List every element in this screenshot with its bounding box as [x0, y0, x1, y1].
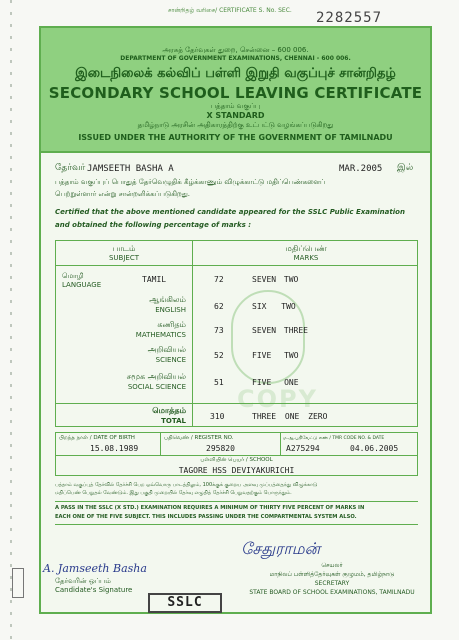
total-words: THREE ONE ZERO	[252, 412, 328, 421]
subject-row-4	[56, 345, 186, 365]
title-english: SECONDARY SCHOOL LEAVING CERTIFICATE	[48, 84, 423, 102]
standard-english: X STANDARD	[206, 111, 265, 120]
header-row-divider	[56, 265, 417, 266]
school-label: பள்ளியின் பெயர் / SCHOOL	[200, 457, 273, 463]
subject-row-3	[56, 320, 186, 340]
subject-english-5: SOCIAL SCIENCE	[127, 383, 186, 391]
register-label: பதிவெண் / REGISTER NO.	[164, 435, 234, 441]
tmr-date: 04.06.2005	[350, 444, 399, 453]
dept-english: DEPARTMENT OF GOVERNMENT EXAMINATIONS, CHENNAI - 600 006.	[120, 55, 351, 62]
tmr-code: A275294	[286, 444, 320, 453]
exam-date: MAR.2005	[339, 164, 383, 174]
dept-tamil: அரசுத் தேர்வுகள் துறை, சென்னை – 600 006.	[162, 46, 309, 54]
certificate-header	[41, 28, 430, 153]
marks-words-5: FIVE ONE	[252, 378, 299, 387]
marks-header-english: MARKS	[293, 254, 319, 262]
details-table	[55, 432, 418, 476]
certified-line1: Certified that the above mentioned candidate appeared for the SSLC Public Examination	[55, 208, 405, 216]
tmr-label: ம.ஆ.பதிவேட்டு எண் / TMR CODE NO. & DATE	[283, 436, 385, 441]
pass-note-line2: EACH ONE OF THE FIVE SUBJECT. THIS INCLUDES PASSING UNDER THE COMPARTMENTAL SYSTEM ALSO.	[55, 514, 357, 520]
details-mid-divider	[56, 455, 417, 456]
tamil-note-line1: பத்தாம் வகுப்புத் தேர்வில் தேர்ச்சி பெற ஒவ்வொரு பாடத்திலும், 100க்குக் குறைய அளவு முப்பத்தைந்து விழுக்காடு	[55, 482, 318, 488]
certified-line2: and obtained the following percentage of marks :	[55, 221, 252, 229]
marks-words-1: SEVEN TWO	[252, 275, 299, 284]
subject-row-2	[56, 295, 186, 315]
marks-1: 72	[214, 275, 224, 284]
candidate-label: தேர்வர்	[55, 163, 86, 173]
marks-header-tamil: மதிப்பெண்	[285, 244, 327, 253]
marks-column-divider	[192, 241, 193, 426]
pass-note-rule-bottom	[55, 524, 418, 525]
secretary-board-tamil: மாநிலப் பள்ளித்தேர்வுகள் குழுமம், தமிழ்நாடு	[269, 571, 395, 578]
standard-tamil: பத்தாம் வகுப்பு	[210, 102, 261, 110]
candidate-name: JAMSEETH BASHA A	[87, 164, 174, 174]
subject-tamil-2: ஆங்கிலம்	[149, 295, 186, 304]
secretary-signature: சேதுராமன்	[241, 539, 321, 558]
tamil-note-line2: மதிப்பெண் பெறுதல் வேண்டும். இது பகுதி முறையில் தேர்வு எழுதித் தேர்ச்சி பெறுவதற்கும் பொருந்தும்.	[55, 490, 292, 496]
side-stamp	[12, 568, 24, 598]
school-name: TAGORE HSS DEVIYAKURICHI	[178, 466, 295, 475]
subject-english-3: MATHEMATICS	[135, 331, 186, 339]
language-label-tamil: மொழி	[62, 272, 84, 280]
subject-header-tamil: பாடம்	[112, 244, 136, 253]
candidate-signature-tamil: தேர்வரின் ஒப்பம்	[55, 577, 111, 585]
subject-tamil-3: கணிதம்	[157, 320, 186, 329]
details-divider-1	[160, 433, 161, 455]
candidate-suffix: இல்	[397, 163, 414, 173]
authority-english: ISSUED UNDER THE AUTHORITY OF THE GOVERNMENT OF TAMILNADU	[78, 133, 393, 142]
subject-tamil-4: அறிவியல்	[147, 345, 186, 354]
serial-number: 2282557	[316, 10, 383, 26]
sslc-box: SSLC	[148, 593, 222, 613]
secretary-english: SECRETARY	[314, 580, 350, 587]
marks-2: 62	[214, 302, 224, 311]
perforation-edge	[10, 0, 12, 640]
pass-note-line1: A PASS IN THE SSLC (X STD.) EXAMINATION REQUIRES A MINIMUM OF THIRTY FIVE PERCENT OF MARKS IN	[55, 505, 365, 511]
subject-english-1: TAMIL	[142, 275, 167, 284]
language-label-english: LANGUAGE	[62, 281, 102, 289]
tamil-statement-line1: பத்தாம் வகுப்புப் பொதுத் தேர்வெழுதிக் கீழ்க்காணும் விழுக்காட்டு மதிப்பெண்களைப்	[55, 178, 326, 186]
marks-3: 73	[214, 326, 224, 335]
total-marks: 310	[210, 412, 225, 421]
authority-tamil: தமிழ்நாடு அரசின் அதிகாரத்திற்கு உட்பட்டு வழங்கப்படுகிறது	[137, 121, 334, 129]
marks-words-3: SEVEN THREE	[252, 326, 308, 335]
total-english: TOTAL	[161, 417, 186, 425]
subject-row-5	[56, 372, 186, 392]
marks-words-2: SIX TWO	[252, 302, 296, 311]
date-of-birth: 15.08.1989	[90, 444, 139, 453]
total-tamil: மொத்தம்	[152, 406, 186, 415]
marks-words-4: FIVE TWO	[252, 351, 299, 360]
subject-tamil-5: சமூக அறிவியல்	[126, 372, 186, 381]
copy-watermark: COPY	[237, 385, 318, 413]
marks-4: 52	[214, 351, 224, 360]
register-number: 295820	[206, 444, 235, 453]
marks-5: 51	[214, 378, 224, 387]
certificate-frame	[39, 26, 432, 614]
secretary-board-english: STATE BOARD OF SCHOOL EXAMINATIONS, TAMILNADU	[249, 589, 415, 596]
subject-header-english: SUBJECT	[108, 254, 140, 262]
certificate-number-label: சான்றிதழ் வரிசை/ CERTIFICATE S. No. SEC.	[168, 7, 292, 14]
dob-label: பிறந்த நாள் / DATE OF BIRTH	[59, 435, 135, 441]
subject-english-2: ENGLISH	[155, 306, 186, 314]
secretary-tamil: செயலர்	[321, 562, 343, 569]
details-divider-2	[280, 433, 281, 455]
pass-note-rule-top	[55, 501, 418, 502]
total-row	[56, 406, 186, 426]
candidate-signature: A. Jamseeth Basha	[43, 562, 147, 575]
title-tamil: இடைநிலைக் கல்விப் பள்ளி இறுதி வகுப்புச் சான்றிதழ்	[75, 66, 396, 81]
subject-english-4: SCIENCE	[155, 356, 186, 364]
tamil-statement-line2: பெற்றுள்ளார் என்று சான்றளிக்கப்படுகிறது.	[55, 190, 191, 198]
candidate-signature-english: Candidate's Signature	[55, 586, 133, 594]
